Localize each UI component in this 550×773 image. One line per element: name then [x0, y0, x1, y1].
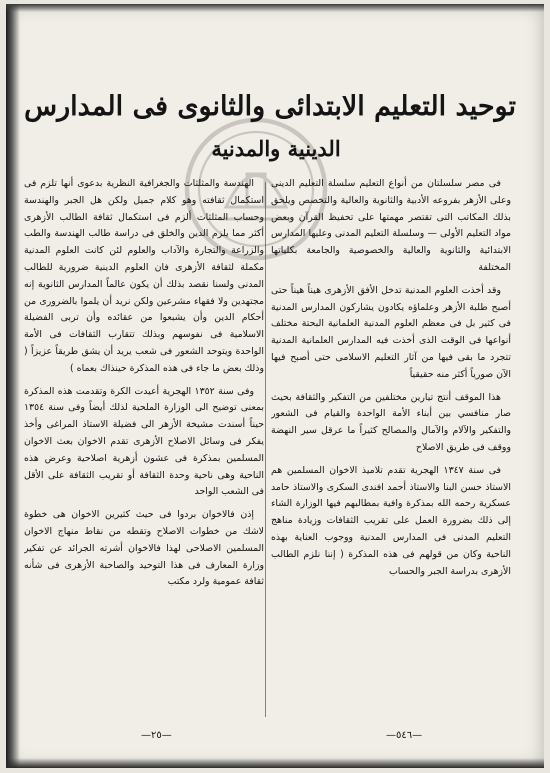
paragraph: وفى سنة ١٣٥٢ الهجرية أعيدت الكرة وتقدمت هذه المذكرة بمعنى توضيح الى الوزارة الملحية لذلك أيضاً وفى سنة ١٣٥٤ حيناً أسندت مشيخة الأزهر الى فضيلة الاستاذ المراغى وأخذ يفكر فى وسائل الاصلاح الأزهرى تقدم الاخوان بعث الاخوان المسلمين بمذكرة فى عشون أزهرية اصلاحية وعرض هذه الناحية وهى ناحية وحدة الثقافة أو تقريب الثقافة على الأقل فى الشعب الواحد: [24, 385, 264, 498]
paragraph: فى مصر سلسلتان من أنواع التعليم سلسلة التعليم الدينى وعلى الأزهر بفروعه الأدبية والثانوية والعالية والتخصص ويلحق بذلك المكاتب التى تقتصر مهمتها على تحفيظ القرآن وبعض مواد التعليم الأولى — وسلسلة التعليم المدنى وعليها المدارس الابتدائية والثانوية والعالية والخصوصية والجامعة بكلياتها المختلفة: [271, 178, 511, 273]
article-title: توحيد التعليم الابتدائى والثانوى فى المدارس: [24, 91, 516, 122]
column-divider: [265, 182, 266, 717]
paragraph: وقد أخذت العلوم المدنية تدخل الأفق الأزهرى هيناً هيناً حتى أصبح طلبة الأزهر وعلماؤه يكادون يشاركون المدارس المدنية فى كثير بل فى معظم العلوم المدنية العلمانية البحتة مختلف أنواعها فى الوقت الذى أخذت فيه المدارس العلمانية المدنية تتجرد ما بقى فيها من آثار التعليم الاسلامى حتى أصبح فيها الآن صورياً أكثر منه حقيقياً: [271, 284, 511, 380]
paragraph: فى سنة ١٣٤٧ الهجرية تقدم تلاميذ الاخوان المسلمين هم الاستاذ حسن البنا والاستاذ أحمد افندى السكرى والاستاذ حامد عسكرية رحمه الله بمذكرة وافية بمطالبهم فيها الوزارة الشاء إلى ذلك بضرورة العمل على تقريب الثقافات وزيادة مناهج التعليم المدنى فى المدارس المدنية ووجوب العناية بهذه الناحية وكان من قولهم فى هذه المذكرة ( إننا نلزم الطالب الأزهرى بدراسة الجبر والحساب: [271, 464, 511, 577]
scan-shadow-left: [6, 4, 20, 768]
paragraph: إذن فالاخوان بردوا فى حيث كثيرين الاخوان هى خطوة لاشك من خطوات الاصلاح وتقطه من نقاط منهاج الاخوان المسلمين الاصلاحى لهذا فالاخوان أشرته الجرائد عن تفكير وزارة المعارف فى هذا التوحيد والصاحبة الأزهرى فى شأنه ثقافة عمومية ولرد مكتب: [24, 509, 264, 588]
scan-shadow-top: [6, 4, 544, 12]
paragraph: الهندسة والمثلثات والجغرافية النظرية بدعوى أنها تلزم فى استكمال ثقافته وهو كلام جميل ولكن هل الجبر والهندسة وحساب المثلثات ألزم فى استكمال ثقافة الطالب الأزهرى أكثر مما يلزم الدين والخلق فى دراسة طالب الهندسة والطب والزراعة والتجارة والآداب والعلوم لئن كانت العلوم المدنية مكملة لثقافة الأزهرى فان العلوم الدينية ضرورية للطالب المدنى ولسنا نقصد بذلك أن يكون عالماً المدارس الثانوية إنه مجتهدين ولا فقهاء مشرعين ولكن نريد أن يلموا بالضرورى من أحكام الدين وأن يشبعوا من عقائده وأن تربى الفضيلة الاسلامية فى نفوسهم وبذلك تتقارب الثقافات فى الأمة الواحدة ويتوحد الشعور فى شعب يريد أن يشق طريقاً عزيزاً ( وذلك بعض ما جاء فى هذه المذكرة حينذاك بعماه ): [24, 178, 264, 374]
scan-shadow-bottom: [6, 758, 544, 768]
page-number-right: —٥٤٦—: [386, 730, 423, 741]
article-subtitle: الدينية والمدنية: [211, 136, 341, 161]
scanned-page: [6, 4, 544, 768]
page-number-left: —٢٥—: [141, 730, 172, 741]
text-column-right: [271, 176, 511, 721]
text-column-left: [24, 176, 264, 721]
paragraph: هذا الموقف أنتج تيارين مختلفين من التفكير والثقافة بحيث صار منافسي بين أبناء الأمة الواحدة والقيام فى الشعور والتفكير والآلام والآمال والمصالح كثيراً ما عرقل سير النهضة ووقف فى طريق الاصلاح: [271, 391, 511, 453]
